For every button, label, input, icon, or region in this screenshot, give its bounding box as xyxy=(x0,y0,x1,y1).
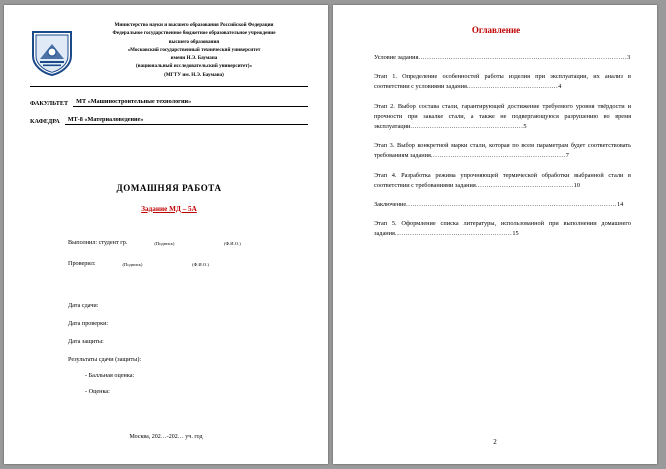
toc-entry-page: 7 xyxy=(565,152,569,160)
org-line: (национальный исследовательский университет)» xyxy=(135,63,253,70)
toc-entry-text: Этап 5. Оформление списка литературы, использованной при выполнении домашнего задания xyxy=(374,220,631,238)
toc-entry-text: Этап 2. Выбор состава стали, гарантирующей достижение требуемого уровня твёрдости и прочности при закалке стали, а также не подвергающуюся разрушению во время эксплуатации xyxy=(374,102,631,130)
title-page xyxy=(4,5,328,464)
toc-entry-page: 5 xyxy=(523,122,527,130)
toc-list xyxy=(359,53,633,239)
signature-block xyxy=(30,239,308,268)
toc-leader: .................................................... xyxy=(410,122,524,130)
checker-fio-field[interactable] xyxy=(172,261,230,268)
signature-caption: (Подпись) xyxy=(122,261,143,267)
results-label: Результаты сдачи (защиты): xyxy=(68,355,142,363)
toc-entry[interactable] xyxy=(374,141,631,161)
toc-entry-page: 14 xyxy=(617,200,624,208)
fio-caption: (Ф.И.О.) xyxy=(192,261,209,267)
document-title: ДОМАШНЯЯ РАБОТА xyxy=(116,182,222,193)
page-header xyxy=(30,19,308,79)
performer-signature-group xyxy=(135,240,261,247)
toc-title: Оглавление xyxy=(471,25,521,35)
toc-leader: ...................................................... xyxy=(394,230,513,238)
performer-row xyxy=(68,239,308,247)
org-line: Федеральное государственное бюджетное образовательное учреждение xyxy=(112,30,276,37)
fio-caption: (Ф.И.О.) xyxy=(224,240,241,246)
performer-label: Выполнил: студент гр. xyxy=(68,238,128,246)
checker-signature-field[interactable] xyxy=(104,261,162,268)
dates-block xyxy=(30,302,308,395)
table-of-contents-page xyxy=(333,5,657,464)
checker-label: Проверил: xyxy=(68,259,96,267)
document-subtitle: Задание МД – 5А xyxy=(141,204,197,213)
faculty-row xyxy=(30,98,308,107)
toc-leader: ................................................................................................. xyxy=(406,200,618,208)
organization-lines xyxy=(80,19,308,79)
toc-entry-text: Условие задания xyxy=(374,54,419,61)
signature-caption: (Подпись) xyxy=(154,240,175,246)
checker-row xyxy=(68,260,308,268)
result-mark: - Оценка: xyxy=(85,387,110,395)
toc-entry[interactable] xyxy=(374,200,631,210)
page-number: 2 xyxy=(493,438,497,446)
performer-signature-field[interactable] xyxy=(135,240,193,247)
org-line: высшего образования xyxy=(168,38,220,45)
date-submit: Дата сдачи: xyxy=(68,301,99,309)
org-line: (МГТУ им. Н.Э. Баумана) xyxy=(164,71,224,78)
toc-leader: ................................................................................................ xyxy=(418,54,628,61)
toc-entry[interactable] xyxy=(374,72,631,92)
faculty-label: ФАКУЛЬТЕТ xyxy=(30,99,69,107)
toc-entry-page: 4 xyxy=(558,83,562,91)
checker-signature-group xyxy=(104,261,230,268)
toc-entry[interactable] xyxy=(374,53,631,63)
date-defense: Дата защиты: xyxy=(68,337,104,345)
toc-entry[interactable] xyxy=(374,219,631,239)
toc-leader: .......................................... xyxy=(466,83,559,91)
toc-entry-page: 10 xyxy=(573,181,580,189)
header-divider xyxy=(30,86,308,87)
date-check: Дата проверки: xyxy=(68,319,109,327)
toc-entry[interactable] xyxy=(374,102,631,133)
toc-entry-text: Этап 1. Определение особенностей работы изделия при эксплуатации, их анализ в соответствии с условиями задания xyxy=(374,73,631,91)
performer-fio-field[interactable] xyxy=(203,240,261,247)
university-emblem-icon xyxy=(30,29,74,77)
toc-leader: ............................................. xyxy=(475,181,574,189)
page-footer: Москва, 202…-202… уч. год xyxy=(129,434,203,440)
department-row xyxy=(30,116,308,125)
org-line: имени Н.Э. Баумана xyxy=(170,55,218,61)
toc-entry-page: 15 xyxy=(512,230,519,238)
org-line: «Московский государственный технический университет xyxy=(127,46,261,53)
result-score: - Балльная оценка: xyxy=(85,371,135,379)
faculty-value: МТ «Машиностроительные технологии» xyxy=(73,98,308,107)
toc-entry-text: Этап 4. Разработка режима упрочняющей термической обработки выбранной стали в соответствии с требованиями задания xyxy=(374,171,631,189)
department-label: КАФЕДРА xyxy=(30,117,60,125)
toc-entry-text: Заключение xyxy=(374,200,407,208)
toc-entry-text: Этап 3. Выбор конкретной марки стали, которая по всем параметрам будет соответствовать требованиям задания xyxy=(374,142,631,160)
org-line: Министерство науки и высшего образования Российской Федерации xyxy=(114,22,274,28)
department-value: МТ-8 «Материаловедение» xyxy=(65,116,308,125)
toc-entry[interactable] xyxy=(374,171,631,191)
toc-entry-page: 3 xyxy=(627,54,631,61)
toc-leader: .............................................................. xyxy=(430,152,566,160)
